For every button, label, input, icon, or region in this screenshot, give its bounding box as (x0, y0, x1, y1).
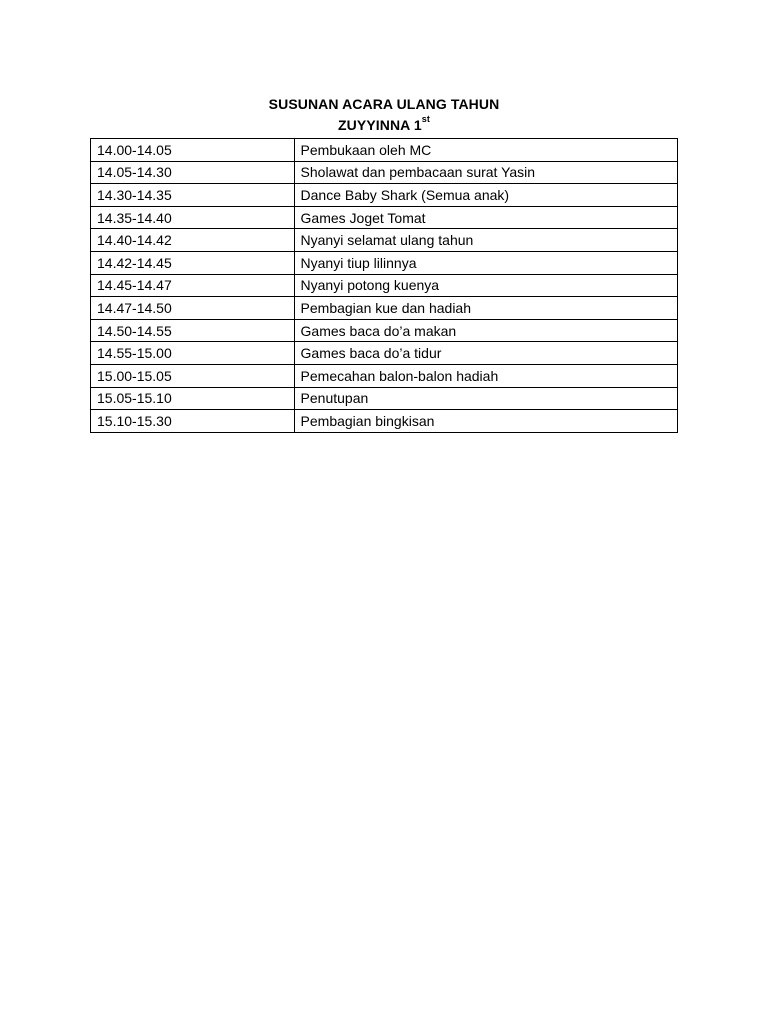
activity-cell: Pembagian kue dan hadiah (294, 297, 677, 320)
time-cell: 15.00-15.05 (91, 364, 295, 387)
time-cell: 14.50-14.55 (91, 319, 295, 342)
schedule-table (90, 138, 678, 433)
activity-cell: Games baca do’a tidur (294, 342, 677, 365)
schedule-table-body (91, 139, 678, 433)
table-row (91, 206, 678, 229)
table-row (91, 229, 678, 252)
time-cell: 14.00-14.05 (91, 139, 295, 162)
table-row (91, 139, 678, 162)
activity-cell: Pembagian bingkisan (294, 410, 677, 433)
activity-cell: Nyanyi potong kuenya (294, 274, 677, 297)
document-subtitle (0, 114, 768, 133)
activity-cell: Pembukaan oleh MC (294, 139, 677, 162)
activity-cell: Sholawat dan pembacaan surat Yasin (294, 161, 677, 184)
table-row (91, 184, 678, 207)
table-row (91, 319, 678, 342)
activity-cell: Penutupan (294, 387, 677, 410)
time-cell: 14.35-14.40 (91, 206, 295, 229)
table-row (91, 251, 678, 274)
time-cell: 14.55-15.00 (91, 342, 295, 365)
table-row (91, 410, 678, 433)
time-cell: 14.30-14.35 (91, 184, 295, 207)
activity-cell: Games Joget Tomat (294, 206, 677, 229)
time-cell: 14.42-14.45 (91, 251, 295, 274)
document-title: SUSUNAN ACARA ULANG TAHUN (268, 96, 500, 112)
activity-cell: Nyanyi tiup lilinnya (294, 251, 677, 274)
activity-cell: Games baca do’a makan (294, 319, 677, 342)
time-cell: 15.10-15.30 (91, 410, 295, 433)
subtitle-ordinal-suffix: st (421, 114, 430, 125)
table-row (91, 364, 678, 387)
activity-cell: Dance Baby Shark (Semua anak) (294, 184, 677, 207)
time-cell: 14.47-14.50 (91, 297, 295, 320)
time-cell: 15.05-15.10 (91, 387, 295, 410)
table-row (91, 161, 678, 184)
table-row (91, 342, 678, 365)
activity-cell: Nyanyi selamat ulang tahun (294, 229, 677, 252)
time-cell: 14.45-14.47 (91, 274, 295, 297)
activity-cell: Pemecahan balon-balon hadiah (294, 364, 677, 387)
table-row (91, 274, 678, 297)
time-cell: 14.05-14.30 (91, 161, 295, 184)
subtitle-text: ZUYYINNA 1 (338, 117, 422, 133)
table-row (91, 297, 678, 320)
table-row (91, 387, 678, 410)
time-cell: 14.40-14.42 (91, 229, 295, 252)
